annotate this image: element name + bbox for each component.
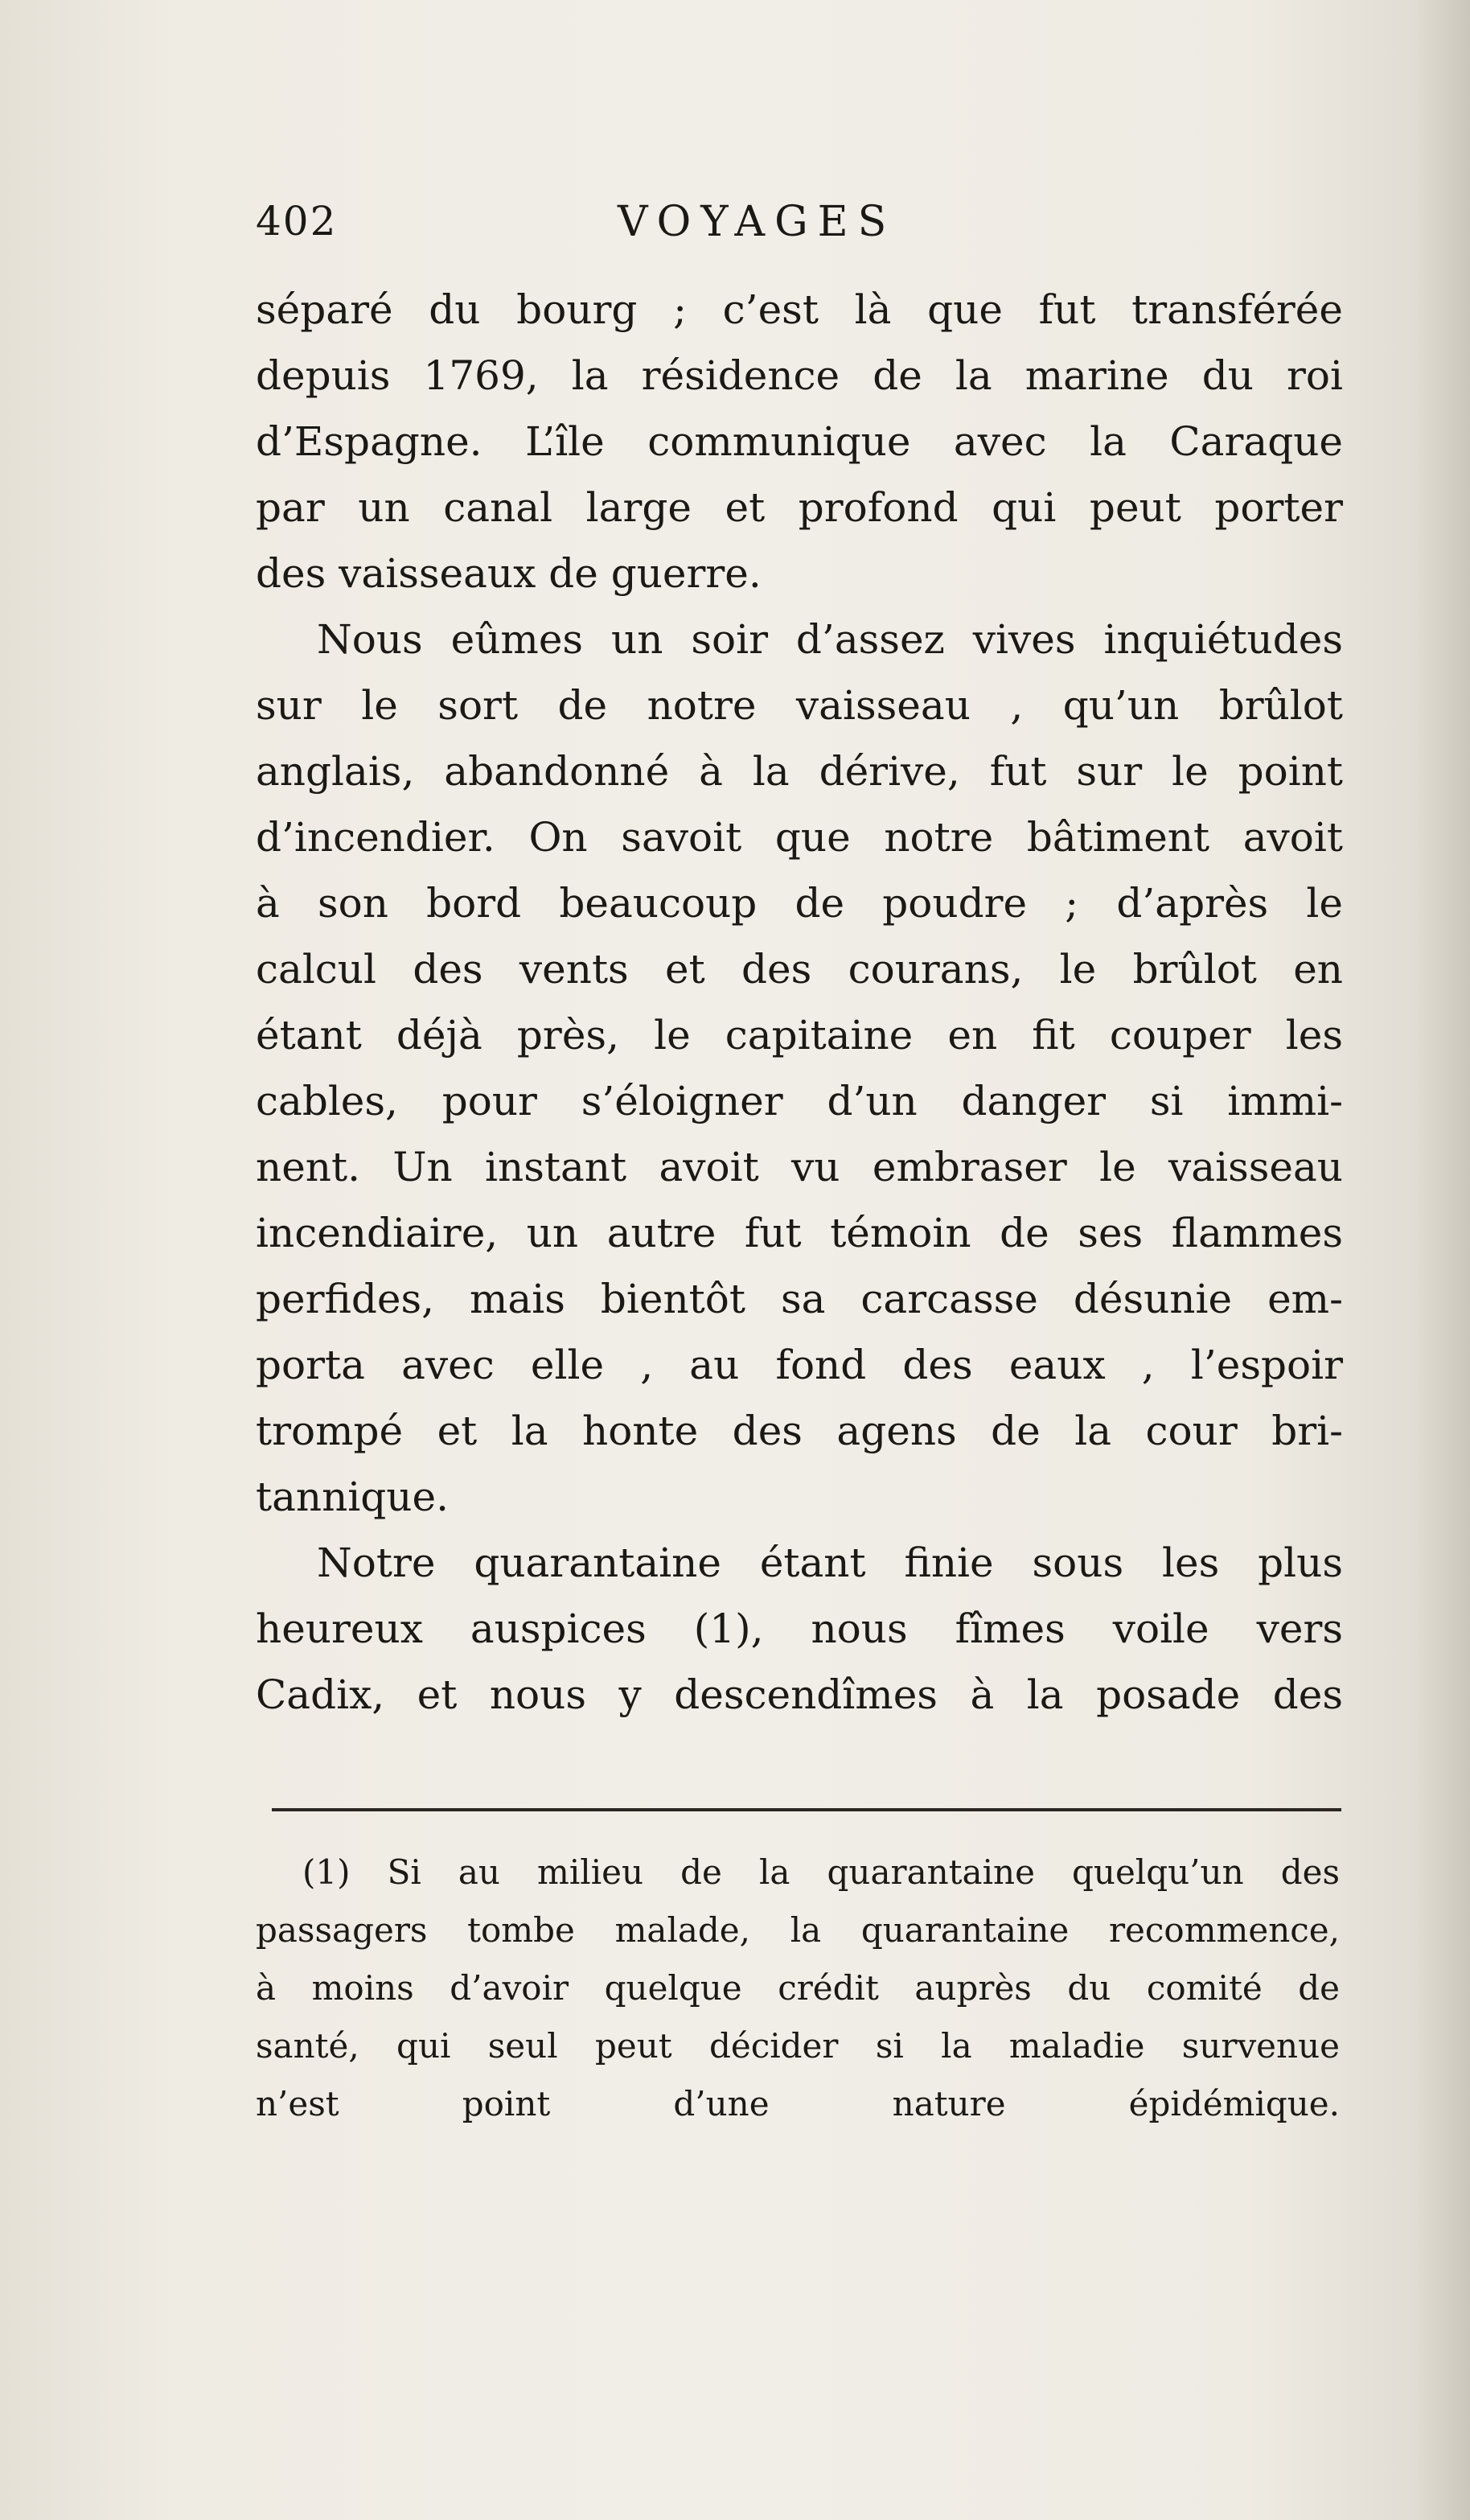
text-line: heureux auspices (1), nous fîmes voile vers — [256, 1605, 1343, 1652]
text-line: Cadix, et nous y descendîmes à la posade des — [256, 1671, 1343, 1718]
footnote — [256, 1844, 1340, 2133]
text-line: cables, pour s’éloigner d’un danger si immi- — [256, 1078, 1343, 1124]
text-line: Notre quarantaine étant finie sous les plus — [317, 1540, 1343, 1586]
paragraph-3 — [256, 1530, 1343, 1728]
text-line: étant déjà près, le capitaine en fit couper les — [256, 1012, 1343, 1059]
text-line: incendiaire, un autre fut témoin de ses flammes — [256, 1210, 1343, 1256]
main-text — [256, 277, 1343, 1728]
text-line: des vaisseaux de guerre. — [256, 550, 762, 597]
text-line: calcul des vents et des courans, le brûlot en — [256, 946, 1343, 993]
text-line: Nous eûmes un soir d’assez vives inquiétudes — [317, 616, 1343, 663]
text-line: perfides, mais bientôt sa carcasse désunie em- — [256, 1276, 1343, 1322]
running-head — [256, 191, 1343, 256]
footnote-line: santé, qui seul peut décider si la maladie survenue — [256, 2026, 1340, 2066]
text-line: nent. Un instant avoit vu embraser le vaisseau — [256, 1144, 1343, 1190]
text-line: porta avec elle , au fond des eaux , l’espoir — [256, 1342, 1343, 1388]
footnote-rule — [272, 1808, 1341, 1811]
text-line: séparé du bourg ; c’est là que fut transférée — [256, 286, 1343, 333]
text-line: trompé et la honte des agens de la cour bri- — [256, 1408, 1343, 1454]
text-line: à son bord beaucoup de poudre ; d’après le — [256, 880, 1343, 927]
footnote-line: (1) Si au milieu de la quarantaine quelqu’un des — [302, 1852, 1340, 1892]
page-edge-shadow — [1414, 0, 1470, 2520]
text-line: tannique. — [256, 1474, 449, 1520]
text-line: par un canal large et profond qui peut porter — [256, 484, 1343, 531]
text-line: depuis 1769, la résidence de la marine du roi — [256, 352, 1343, 399]
text-line: anglais, abandonné à la dérive, fut sur le point — [256, 748, 1343, 795]
paragraph-2 — [256, 606, 1343, 1530]
footnote-line: n’est point d’une nature épidémique. — [256, 2084, 1340, 2123]
page-number: 402 — [256, 198, 338, 245]
paragraph-1 — [256, 277, 1343, 606]
text-line: d’Espagne. L’île communique avec la Caraque — [256, 418, 1343, 465]
text-line: sur le sort de notre vaisseau , qu’un brûlot — [256, 682, 1343, 729]
footnote-line: passagers tombe malade, la quarantaine recommence, — [256, 1910, 1340, 1950]
text-line: d’incendier. On savoit que notre bâtiment avoit — [256, 814, 1343, 861]
footnote-line: à moins d’avoir quelque crédit auprès du comité de — [256, 1968, 1340, 2008]
running-title: VOYAGES — [618, 198, 897, 246]
